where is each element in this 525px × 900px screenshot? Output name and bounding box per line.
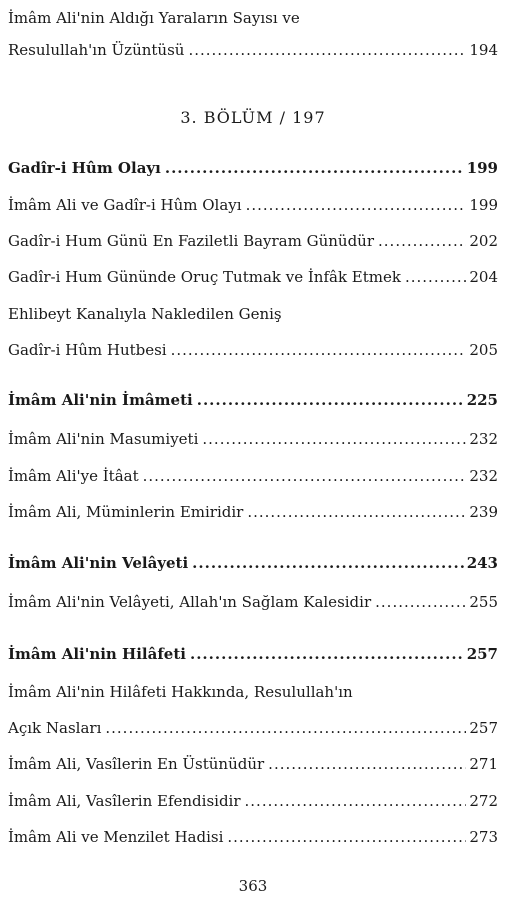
toc-entry-page: 243 bbox=[466, 554, 498, 572]
dot-leader bbox=[202, 429, 466, 449]
toc-entry-page: 273 bbox=[469, 828, 498, 846]
toc-entry bbox=[8, 827, 498, 847]
toc-entry-page: 199 bbox=[469, 196, 498, 214]
toc-entry-title: Gadîr-i Hum Günü En Faziletli Bayram Günüdür bbox=[8, 232, 375, 250]
toc-entry-title-line: İmâm Ali'nin Hilâfeti Hakkında, Resulullah'ın bbox=[8, 683, 353, 701]
toc-entry-title: İmâm Ali'nin Masumiyeti bbox=[8, 430, 199, 448]
toc-entry-page: 232 bbox=[469, 430, 498, 448]
toc-entry-page: 255 bbox=[469, 593, 498, 611]
toc-entry-page: 271 bbox=[469, 755, 498, 773]
toc-entry-title: İmâm Ali, Müminlerin Emiridir bbox=[8, 503, 244, 521]
toc-entry-title: İmâm Ali, Vasîlerin En Üstünüdür bbox=[8, 755, 265, 773]
dot-leader bbox=[105, 718, 466, 738]
dot-leader bbox=[378, 231, 466, 251]
toc-entry-page: 204 bbox=[469, 268, 498, 286]
toc-entry bbox=[8, 340, 498, 360]
dot-leader bbox=[245, 791, 467, 811]
dot-leader bbox=[190, 644, 464, 664]
toc-entry bbox=[8, 592, 498, 612]
toc-entry-title: İmâm Ali'nin Velâyeti bbox=[8, 554, 189, 572]
toc-entry-title: Gadîr-i Hûm Olayı bbox=[8, 159, 161, 177]
dot-leader bbox=[192, 553, 464, 573]
dot-leader bbox=[171, 340, 467, 360]
toc-entry-title: İmâm Ali ve Menzilet Hadisi bbox=[8, 828, 224, 846]
toc-entry-title: Açık Nasları bbox=[8, 719, 102, 737]
toc-entry-title: İmâm Ali ve Gadîr-i Hûm Olayı bbox=[8, 196, 242, 214]
toc-entry bbox=[8, 502, 498, 522]
toc-entry bbox=[8, 195, 498, 215]
toc-entry-title-line: İmâm Ali'nin Aldığı Yaraların Sayısı ve bbox=[8, 9, 300, 27]
dot-leader bbox=[188, 40, 466, 60]
toc-entry-title: İmâm Ali'nin İmâmeti bbox=[8, 391, 193, 409]
dot-leader bbox=[405, 267, 466, 287]
toc-entry-page: 194 bbox=[469, 41, 498, 59]
toc-entry bbox=[8, 791, 498, 811]
toc-entry bbox=[8, 267, 498, 287]
toc-entry-page: 272 bbox=[469, 792, 498, 810]
dot-leader bbox=[197, 390, 464, 410]
toc-entry bbox=[8, 429, 498, 449]
toc-entry-page: 257 bbox=[466, 645, 498, 663]
toc-entry bbox=[8, 754, 498, 774]
dot-leader bbox=[268, 754, 466, 774]
dot-leader bbox=[227, 827, 466, 847]
toc-entry-page: 257 bbox=[469, 719, 498, 737]
toc-entry-page: 199 bbox=[466, 159, 498, 177]
toc-entry-title: İmâm Ali'nin Hilâfeti bbox=[8, 645, 186, 663]
toc-entry-page: 202 bbox=[469, 232, 498, 250]
toc-entry bbox=[8, 231, 498, 251]
toc-entry-title: Gadîr-i Hûm Hutbesi bbox=[8, 341, 167, 359]
toc-section-heading bbox=[8, 553, 498, 573]
toc-section-heading bbox=[8, 158, 498, 178]
dot-leader bbox=[375, 592, 466, 612]
dot-leader bbox=[143, 466, 467, 486]
chapter-heading: 3. BÖLÜM / 197 bbox=[180, 108, 326, 127]
toc-entry-title: Gadîr-i Hum Gününde Oruç Tutmak ve İnfâk Etmek bbox=[8, 268, 401, 286]
toc-section-heading bbox=[8, 390, 498, 410]
page-number: 363 bbox=[238, 877, 268, 895]
toc-entry-page: 239 bbox=[469, 503, 498, 521]
toc-entry bbox=[8, 40, 498, 60]
toc-entry bbox=[8, 718, 498, 738]
toc-entry-page: 232 bbox=[469, 467, 498, 485]
toc-entry-title: Resulullah'ın Üzüntüsü bbox=[8, 41, 185, 59]
toc-section-heading bbox=[8, 644, 498, 664]
toc-entry-page: 225 bbox=[466, 391, 498, 409]
toc-page bbox=[8, 0, 498, 900]
toc-entry-page: 205 bbox=[469, 341, 498, 359]
toc-entry-title: İmâm Ali'ye İtâat bbox=[8, 467, 139, 485]
toc-entry-title: İmâm Ali'nin Velâyeti, Allah'ın Sağlam Kalesidir bbox=[8, 593, 372, 611]
toc-entry-title-line: Ehlibeyt Kanalıyla Nakledilen Geniş bbox=[8, 305, 282, 323]
toc-entry bbox=[8, 466, 498, 486]
dot-leader bbox=[247, 502, 466, 522]
dot-leader bbox=[165, 158, 464, 178]
toc-entry-title: İmâm Ali, Vasîlerin Efendisidir bbox=[8, 792, 241, 810]
dot-leader bbox=[246, 195, 467, 215]
